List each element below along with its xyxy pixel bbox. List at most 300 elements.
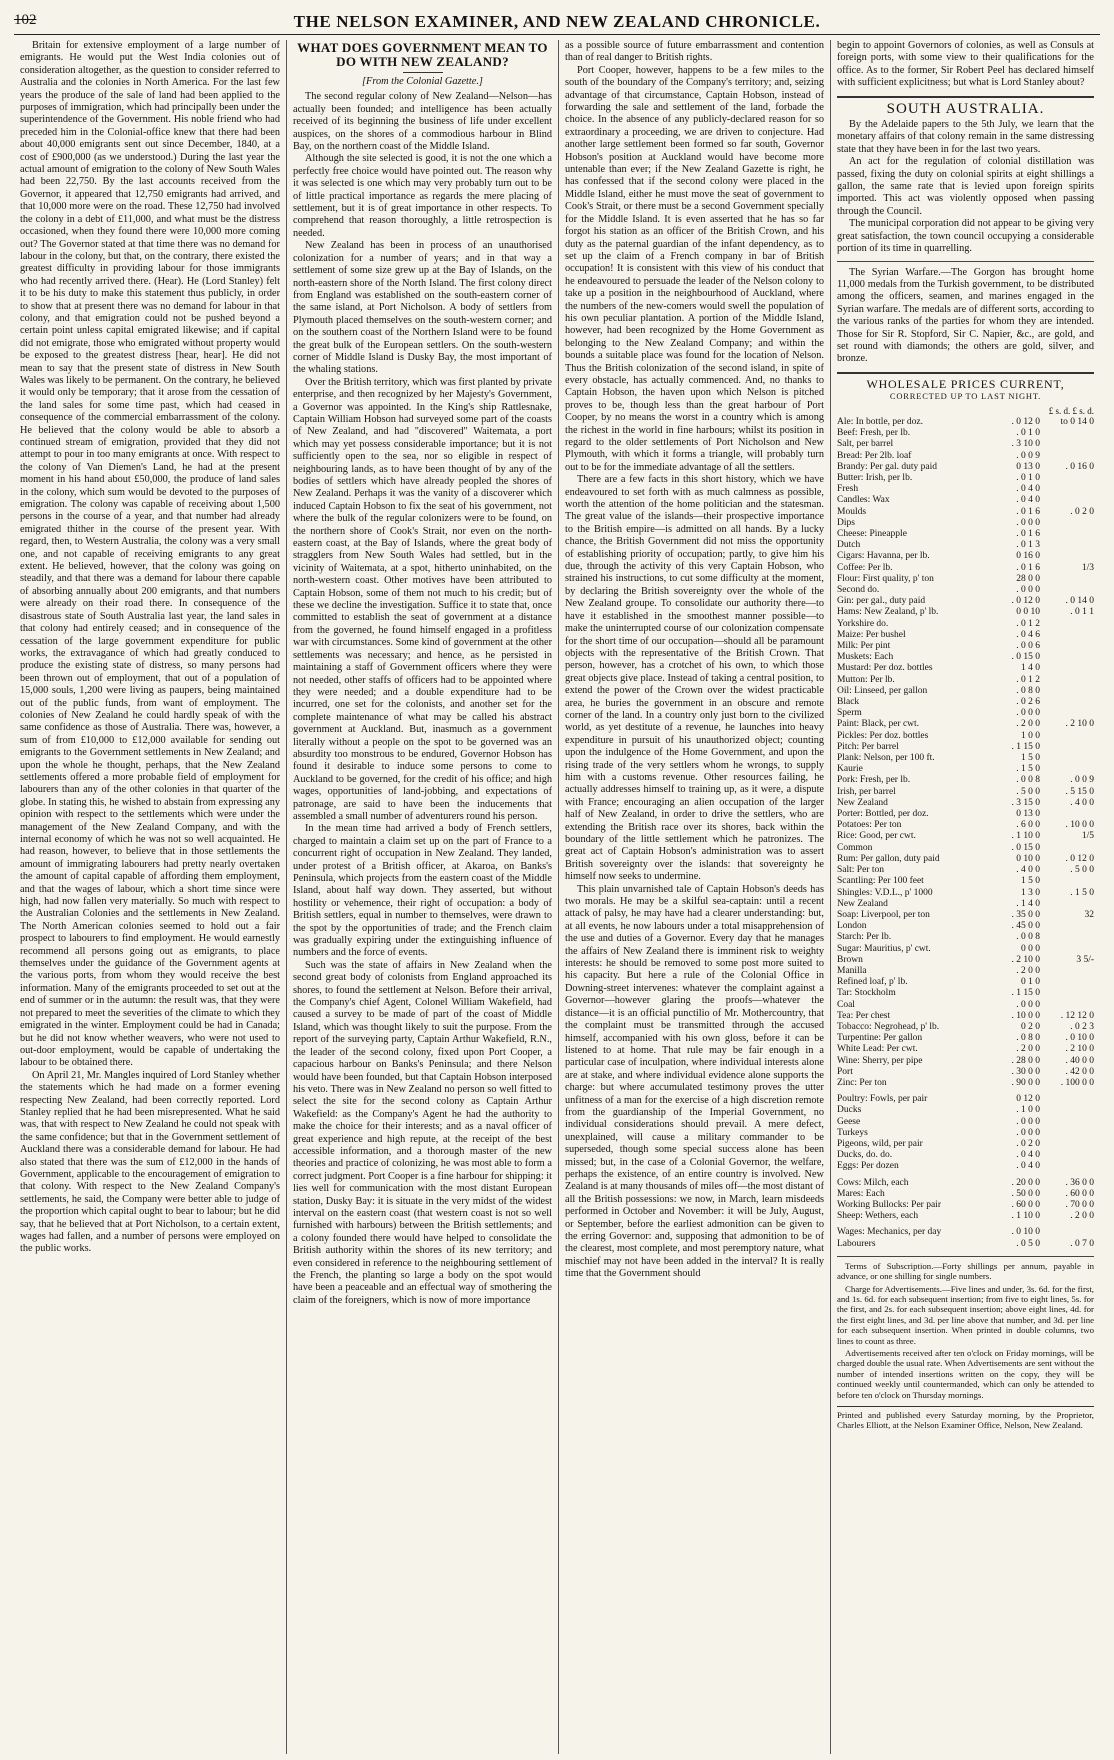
price-row (837, 1105, 1094, 1116)
price-low: . 0 10 0 (1011, 1227, 1041, 1238)
page-header (14, 10, 1100, 35)
price-row (837, 495, 1094, 506)
price-item: Gin: per gal., duty paid (837, 596, 926, 607)
price-item: Shingles: V.D.L., p' 1000 (837, 887, 933, 898)
price-low: . 0 1 2 (1016, 674, 1041, 685)
price-high (1040, 1227, 1094, 1238)
price-item: Milk: Per pint (837, 641, 891, 652)
price-low: . 28 0 0 (1011, 1055, 1041, 1066)
price-row (837, 843, 1094, 854)
price-high: . 36 0 0 (1065, 1177, 1094, 1188)
price-low: . 2 0 0 (1016, 1044, 1041, 1055)
prices-subtitle: CORRECTED UP TO LAST NIGHT. (889, 391, 1042, 402)
price-high: 3 5/- (1076, 954, 1094, 965)
price-row (837, 899, 1094, 910)
price-low: 0 13 0 (1016, 809, 1041, 820)
price-high: . 12 12 0 (1060, 1010, 1094, 1021)
price-high (1040, 473, 1094, 484)
price-low: . 10 0 0 (1011, 1010, 1041, 1021)
price-high (1040, 428, 1094, 439)
price-high (1040, 764, 1094, 775)
price-item: Muskets: Each (837, 652, 894, 663)
price-row (837, 977, 1094, 988)
price-row (837, 966, 1094, 977)
price-item: Sugar: Mauritius, p' cwt. (837, 943, 931, 954)
price-high (1040, 574, 1094, 585)
price-row (837, 865, 1094, 876)
notice-paragraph: Terms of Subscription.—Forty shillings per annum, payable in advance, or one shilling for single numbers. (837, 1260, 1094, 1282)
price-item: Dips (837, 517, 855, 528)
price-item: Poultry: Fowls, per pair (837, 1094, 928, 1105)
price-high (1040, 742, 1094, 753)
price-high: 1/3 (1081, 562, 1094, 573)
price-item: Pigeons, wild, per pair (837, 1138, 923, 1149)
price-item: Beef: Fresh, per lb. (837, 428, 911, 439)
price-row (837, 484, 1094, 495)
notice-paragraph: Charge for Advertisements.—Five lines and under, 3s. 6d. for the first, and 1s. 6d. for each subsequent insertion; from five to eight lines, 5s. for the first, and 2s. for each subsequent insertion; above eight lines, 4d. for the first eight lines, and 3d. per line above that number, and 3d. per line for each subsequent insertion. When printed in double columns, two lines to count as three. (837, 1283, 1094, 1346)
price-row (837, 731, 1094, 742)
price-row (837, 1078, 1094, 1089)
price-row (837, 518, 1094, 529)
price-row (837, 462, 1094, 473)
price-low: . 2 0 0 (1016, 965, 1041, 976)
price-row (837, 663, 1094, 674)
price-item: Mares: Each (837, 1188, 885, 1199)
price-high (1040, 899, 1094, 910)
price-row (837, 787, 1094, 798)
price-row (837, 932, 1094, 943)
price-item: White Lead: Per cwt. (837, 1044, 918, 1055)
price-high (1040, 697, 1094, 708)
price-item: Zinc: Per ton (837, 1077, 887, 1088)
price-high: . 0 2 3 (1070, 1021, 1094, 1032)
price-item: Dutch (837, 540, 861, 551)
price-low: . 20 0 0 (1011, 1177, 1041, 1188)
price-item: Butter: Irish, per lb. (837, 472, 913, 483)
price-high (1040, 686, 1094, 697)
price-row (837, 888, 1094, 899)
price-low: . 0 4 0 (1016, 484, 1041, 495)
price-high: to 0 14 0 (1060, 416, 1094, 427)
price-item: Tea: Per chest (837, 1010, 891, 1021)
price-row (837, 831, 1094, 842)
price-item: Cheese: Pineapple (837, 529, 907, 539)
price-row (837, 809, 1094, 820)
price-item: Kaurie (837, 764, 863, 775)
price-low: . 2 0 0 (1016, 719, 1041, 730)
price-high (1040, 1128, 1094, 1139)
price-low: . 0 0 0 (1016, 1127, 1041, 1138)
price-high (1040, 977, 1094, 988)
price-high: . 40 0 0 (1065, 1055, 1094, 1066)
price-low: . 0 12 0 (1011, 416, 1041, 427)
price-low: . 0 12 0 (1011, 596, 1041, 607)
price-row (837, 921, 1094, 932)
price-row (837, 1200, 1094, 1211)
price-row (837, 1044, 1094, 1055)
price-low: . 0 1 6 (1016, 506, 1041, 517)
price-item: Coffee: Per lb. (837, 562, 893, 573)
price-low: 0 16 0 (1016, 551, 1041, 562)
price-item: Ale: In bottle, per doz. (837, 416, 924, 427)
price-low: . 0 2 0 (1016, 1138, 1041, 1149)
price-high (1040, 641, 1094, 652)
price-high: . 10 0 0 (1065, 820, 1094, 831)
price-low: . 0 15 0 (1011, 652, 1041, 663)
price-low: . 6 0 0 (1016, 820, 1041, 831)
price-low: . 0 15 0 (1011, 842, 1041, 853)
price-low: . 3 10 0 (1011, 439, 1041, 450)
price-item: London (837, 921, 867, 932)
price-high: . 0 16 0 (1065, 461, 1094, 472)
article-source: [From the Colonial Gazette.] (362, 76, 483, 87)
price-row (837, 652, 1094, 663)
price-item: Porter: Bottled, per doz. (837, 809, 929, 820)
news-item: The Syrian Warfare.—The Gorgon has brought home 11,000 medals from the Turkish government, to be distributed among the officers, seamen, and marines engaged in the Syrian warfare. The medals are of different sorts, according to the various ranks of the parties for whom they are intended. Those for Sir R. Stopford, Sir C. Napier, &c., are gold, and set round with diamonds; the others are gold, silver, and bronze. (837, 266, 1094, 365)
article-headline: WHAT DOES GOVERNMENT MEAN TO DO WITH NEW ZEALAND? (297, 40, 548, 69)
price-item: Eggs: Per dozen (837, 1161, 899, 1172)
price-item: Yorkshire do. (837, 618, 889, 629)
price-item: Maize: Per bushel (837, 629, 906, 640)
price-high: . 2 0 0 (1070, 1211, 1094, 1222)
price-low: 0 1 0 (1021, 977, 1041, 988)
article-paragraph: An act for the regulation of colonial distillation was passed, fixing the duty on colonial spirits at eight shillings a gallon, the same rate that is levied upon foreign spirits imported. This act was violently opposed when passing through the Council. (837, 156, 1094, 217)
price-high (1040, 529, 1094, 540)
price-row (837, 742, 1094, 753)
price-low: . 3 15 0 (1011, 797, 1041, 808)
price-high (1040, 921, 1094, 932)
price-high (1040, 1000, 1094, 1011)
price-high (1040, 1139, 1094, 1150)
price-high: . 100 0 0 (1060, 1077, 1094, 1088)
price-low: . 0 0 8 (1016, 932, 1041, 943)
price-high (1040, 551, 1094, 562)
price-low: 1 5 0 (1021, 876, 1041, 887)
section-heading: SOUTH AUSTRALIA. (837, 96, 1094, 115)
price-low: . 0 0 0 (1016, 517, 1041, 528)
price-low: . 45 0 0 (1011, 921, 1041, 932)
price-low: . 0 1 3 (1016, 540, 1041, 551)
price-high (1040, 451, 1094, 462)
price-row (837, 1067, 1094, 1078)
price-row (837, 1189, 1094, 1200)
price-row (837, 428, 1094, 439)
price-high: . 1 5 0 (1070, 887, 1094, 898)
price-row (837, 1022, 1094, 1033)
short-rule (403, 72, 443, 73)
price-low: . 0 4 0 (1016, 1150, 1041, 1161)
article-paragraph: On April 21, Mr. Mangles inquired of Lord Stanley whether the statements which he had made on a former evening respecting New Zealand, had been correctly reported. Lord Stanley replied that he had been misrepresented. What he said was, that with respect to New Zealand he could not speak with the same confidence; but that in the Government settlement of Auckland there was a considerable demand for labour. He had also stated that there was the sum of £12,000 in the hands of Government, applicable to the encouragement of emigration to that colony. With respect to the New Zealand Company's settlements, he said, the Company were better able to judge of the proportion which capital ought to bear to labour; but he did say, that he believed that at Port Nicholson, to a certain extent, wages had fallen, and a number of persons were employed on the public works. (20, 1069, 280, 1255)
price-row (837, 988, 1094, 999)
price-row (837, 955, 1094, 966)
price-low: . 0 1 0 (1016, 472, 1041, 483)
newspaper-title: THE NELSON EXAMINER, AND NEW ZEALAND CHRONICLE. (293, 12, 821, 31)
price-high (1040, 518, 1094, 529)
price-high: 1/5 (1081, 831, 1094, 842)
price-row (837, 529, 1094, 540)
price-low: . 0 1 2 (1016, 618, 1041, 629)
price-high (1040, 585, 1094, 596)
price-row (837, 1227, 1094, 1238)
price-low: 0 10 0 (1016, 853, 1041, 864)
price-item: Pitch: Per barrel (837, 741, 899, 752)
price-item: Working Bullocks: Per pair (837, 1199, 941, 1210)
price-low: . 0 8 0 (1016, 1033, 1041, 1044)
price-low: 0 13 0 (1016, 461, 1041, 472)
price-item: Tobacco: Negrohead, p' lb. (837, 1021, 940, 1032)
price-low: 1 4 0 (1021, 663, 1041, 674)
price-low: . 0 5 0 (1016, 1238, 1041, 1249)
price-item: Sperm (837, 708, 862, 719)
price-high (1040, 663, 1094, 674)
price-item: Mutton: Per lb. (837, 674, 895, 685)
price-low: 0 12 0 (1016, 1094, 1041, 1105)
price-row (837, 708, 1094, 719)
price-row (837, 686, 1094, 697)
price-row (837, 1117, 1094, 1128)
price-low: . 90 0 0 (1011, 1077, 1041, 1088)
price-row (837, 1094, 1094, 1105)
price-low: . 0 0 6 (1016, 641, 1041, 652)
price-row (837, 1056, 1094, 1067)
price-low: . 4 0 0 (1016, 865, 1041, 876)
price-high (1040, 630, 1094, 641)
price-item: Brown (837, 954, 863, 965)
price-row (837, 585, 1094, 596)
price-low: . 1 4 0 (1016, 898, 1041, 909)
price-item: Manilla (837, 965, 867, 976)
price-item: Sheep: Wethers, each (837, 1211, 919, 1222)
article-paragraph: In the mean time had arrived a body of French settlers, charged to maintain a claim set up on the part of France to a concurrent right of occupation in New Zealand. They landed, under protest of a British officer, at Akaroa, on Banks's Peninsula, which projects from the eastern coast of the Middle Island, about half way down. They asserted, but without hostility or vehemence, their right of occupation: a body of British settlers, equal in number to themselves, were drawn to the spot by the opportunities of trade; and the French claim was gradually expiring under the extinguishing influence of numbers and the force of events. (293, 823, 552, 959)
price-row (837, 1161, 1094, 1172)
price-high (1040, 1094, 1094, 1105)
price-row (837, 854, 1094, 865)
price-row (837, 775, 1094, 786)
column-4 (830, 40, 1100, 1754)
price-low: . 0 1 6 (1016, 529, 1041, 539)
price-high: . 0 0 9 (1070, 775, 1094, 786)
price-high (1040, 876, 1094, 887)
price-high (1040, 439, 1094, 450)
price-low: . 0 2 6 (1016, 697, 1041, 708)
column-1 (14, 40, 286, 1754)
price-item: Ducks (837, 1105, 862, 1116)
price-high: . 0 7 0 (1070, 1238, 1094, 1249)
price-high: . 0 2 0 (1070, 506, 1094, 517)
price-item: Cigars: Havanna, per lb. (837, 551, 930, 562)
price-high (1040, 988, 1094, 999)
price-item: New Zealand (837, 898, 888, 909)
price-low: . 0 4 0 (1016, 1161, 1041, 1172)
price-item: Flour: First quality, p' ton (837, 573, 934, 584)
price-item: Labourers (837, 1238, 876, 1249)
price-item: Wine: Sherry, per pipe (837, 1055, 923, 1066)
price-row (837, 417, 1094, 428)
prices-body (837, 417, 1094, 1250)
article-paragraph: Port Cooper, however, happens to be a few miles to the south of the boundary of the Company's territory; and, seizing advantage of that circumstance, Captain Hobson, instead of forwarding the sale and settlement of the land, forbade the choice. In the absence of any publicly-declared reason for so extraordinary a proceeding, we are driven to conjecture. Had another large settlement been formed so far south, Governor Hobson's position at Auckland would have become more untenable than ever; if the New Zealand Gazette is right, he has confessed that if the second colony were placed in the Middle Island, either he must move the seat of government to Cook's Strait, or there must be a second Government specially for the Middle Island. It is even asserted that he has so far forgot his station as an officer of the British Crown, and his duty as the paternal guardian of the infant dependency, as to set up the claim of a French company in bar of British occupation! It is consistent with this view of his conduct that he endeavoured to persuade the leader of the Nelson colony to take up a position in the neighbourhood of Auckland, where the numbers of the new-comers would swell the population of his own peculiar plantation. A portion of the Middle Island, however, had been recognized by the Home Government as belonging to the New Zealand Company; and within the bounds a suitable place was found for the location of Nelson. Thus the British colonization of the second island, in spite of every obstacle, has actually commenced. And, no thanks to Captain Hobson, the haven upon which Nelson is pitched proves to be, though less than the great harbour of Port Cooper, by no means the worst in a country which is among the richest in the world in fine harbours; whilst its position in regard to the older settlements of Port Nicholson and New Plymouth, with which it forms a triangle, will probably turn out to be for the immediate advantage of all the settlers. (565, 64, 824, 473)
price-low: . 0 0 0 (1016, 708, 1041, 719)
imprint: Printed and published every Saturday morning, by the Proprietor, Charles Elliott, at the Nelson Examiner Office, Nelson, New Zealand. (837, 1406, 1094, 1431)
price-row (837, 596, 1094, 607)
price-row (837, 507, 1094, 518)
price-high: 32 (1084, 909, 1094, 920)
price-high: . 0 1 1 (1070, 607, 1094, 618)
price-low: . 0 0 0 (1016, 999, 1041, 1010)
price-high: . 2 10 0 (1065, 1044, 1094, 1055)
price-item: New Zealand (837, 797, 888, 808)
price-high: . 0 14 0 (1065, 596, 1094, 607)
price-high (1040, 843, 1094, 854)
article-paragraph: The municipal corporation did not appear to be giving very great satisfaction, the town council occupying a considerable portion of its time in quarrelling. (837, 218, 1094, 255)
price-item: Common (837, 842, 873, 853)
price-high (1040, 708, 1094, 719)
price-item: Hams: New Zealand, p' lb. (837, 607, 939, 618)
price-low: . 0 0 0 (1016, 585, 1041, 596)
prices-table (837, 417, 1094, 1250)
price-item: Port (837, 1066, 853, 1077)
price-item: Turkeys (837, 1127, 868, 1138)
price-low: . 1 15 0 (1011, 741, 1041, 752)
price-row (837, 607, 1094, 618)
price-low: . 2 10 0 (1011, 954, 1041, 965)
price-item: Turpentine: Per gallon (837, 1033, 923, 1044)
price-row (837, 540, 1094, 551)
price-item: Mustard: Per doz. bottles (837, 663, 933, 674)
price-low: . 60 0 0 (1011, 1199, 1041, 1210)
price-item: Bread: Per 2lb. loaf (837, 450, 912, 461)
columns (14, 40, 1100, 1754)
price-item: Candles: Wax (837, 495, 890, 506)
article-paragraph: as a possible source of future embarrassment and contention than of real danger to British rights. (565, 40, 824, 64)
price-row (837, 764, 1094, 775)
price-high: . 5 15 0 (1065, 786, 1094, 797)
price-item: Cows: Milch, each (837, 1177, 909, 1188)
currency-units: £ s. d. £ s. d. (1048, 405, 1094, 416)
price-item: Scantling: Per 100 feet (837, 876, 924, 887)
price-low: . 1 0 0 (1016, 1105, 1041, 1116)
price-high (1040, 944, 1094, 955)
price-item: Brandy: Per gal. duty paid (837, 461, 937, 472)
price-high: . 42 0 0 (1065, 1066, 1094, 1077)
price-high (1040, 1117, 1094, 1128)
price-high: . 5 0 0 (1070, 865, 1094, 876)
price-item: Paint: Black, per cwt. (837, 719, 920, 730)
price-item: Potatoes: Per ton (837, 820, 902, 831)
price-high (1040, 540, 1094, 551)
price-low: 0 0 0 (1021, 943, 1041, 954)
price-row (837, 1128, 1094, 1139)
price-row (837, 1178, 1094, 1189)
article-paragraph: Britain for extensive employment of a large number of emigrants. He would put the West India colonies out of consideration altogether, as the question to consider referred to Australia and the colonies in North America. For the last few years the produce of the sale of land had been applied to the purposes of immigration, which had principally been under the superintendence of the Government. His noble friend who had preceded him in the Colonial-office knew that there had been about 40,000 emigrants sent out since December, 1840, at a cost of £900,000 (as we understood.) During the last year the actual amount of emigration to the colony of New South Wales had been 22,750. By the last accounts received from the Governor, it appeared that 12,750 emigrants had arrived, and that 10,000 more were on the road. These 12,750 had involved the colony in a debt of £11,000, and what must be the distress occasioned, when they found there were 10,000 more coming out? The Governor stated at that time there was no demand for labour in the colony, but that, on the contrary, there existed the greatest difficulty in providing labour for those immigrants who had recently arrived there. (Hear). He (Lord Stanley) felt it to be his duty to make this statement thus publicly, in order to show that at present there was no demand for labour in that colony, and that emigration could not be pushed beyond a certain point unless capital emigrated likewise; and if capital did not emigrate, those who emigrated without property would be exposed to the greatest distress [hear, hear]. He did not mean to say that the present state of distress in New South Wales was likely to be permanent. On the contrary, he believed it would only be temporary; that it arose from the cessation of the land sales for some time past, which had ceased in consequence of the commercial embarrassment of the colony. He believed that the colony would be able to absorb a continued stream of emigration, provided that they did not attempt to pour in too many emigrants at once. With respect to the colony of Van Diemen's Land, he had at the present moment in his hand about £50,000, the produce of land sales in the colony, which sum would be devoted to the purposes of emigration. The colony was capable of receiving about 1,500 persons in the course of a year, and that number had already emigrated thither in the course of the present year. With regard, then, to Western Australia, the colony was a very small one, and not capable of receiving emigrants to any great extent. He believed, however, that the colony was going on steadily, and that there was a demand for labour there capable of absorbing annually about 200 emigrants, and that numbers were already on their road there. In consequence of the disastrous state of South Australia last year, the land sales in that colony had entirely ceased; and in consequence of the cessation of the large government expenditure for public works, the extravagance of which had greatly conduced to produce the existing state of distress, so many persons had been thrown out of employment, that out of a population of 15,000 souls, 1,200 were living as paupers, being maintained out of the public funds, from want of employment. The colonies of New Zealand he could hardly speak of with the same confidence as those of Australia. There was, however, a sum of from £10,000 to £12,000 available for sending out emigrants to the Government settlements in New Zealand; and upon the whole he thought, perhaps, that the New Zealand settlements offered a more probable field of employment for labourers than any of the other colonies in that quarter of the globe. In stating this, he wished to abstain from expressing any opinion with respect to the settlements which were under the management of the New Zealand Company, and with the internal economy of which he was not so well acquainted. He had reason, however, to believe that in those settlements the amount of immigrating labourers had pretty nearly overtaken the amount of capital capable of affording them employment, and that the wages of labour, which a short time since were high, had now fallen very materially. So much with respect to the Australian Colonies and the settlements in New Zealand. The North American colonies seemed to hold out a fair prospect to labourers to find employment. He would earnestly recommend all persons going out as emigrants, to place themselves under the guidance of the Government agents at the various ports, from whom they would receive the best information. Many of the emigrants proceeded to set out at the end of summer or in the autumn: the result was, that they were not prepared to meet the severities of the climate to which they emigrated in the winter. Employment could be had in Canada; but he did not know whether weavers, who were not used to out-door employment, would be capable of undertaking the labour to be obtained there. (20, 40, 280, 1069)
price-row (837, 820, 1094, 831)
price-item: Pickles: Per doz. bottles (837, 730, 929, 741)
prices-title: WHOLESALE PRICES CURRENT, (837, 372, 1094, 390)
price-item: Soap: Liverpool, per ton (837, 909, 930, 920)
price-high (1040, 495, 1094, 506)
price-high (1040, 753, 1094, 764)
price-row (837, 630, 1094, 641)
price-low: . 1 10 0 (1011, 1211, 1041, 1222)
column-3 (558, 40, 830, 1754)
price-row (837, 563, 1094, 574)
price-item: Salt, per barrel (837, 439, 894, 450)
price-row (837, 1150, 1094, 1161)
article-paragraph: Such was the state of affairs in New Zealand when the second great body of colonists from England approached its shores, to found the settlement at Nelson. Before their arrival, the Company's chief Agent, Colonel William Wakefield, had caused a survey to be made of part of the coast of Middle Island, which was thought likely to suit the purpose. From the report of the surveying party, Captain Arthur Wakefield, R.N., the leader of the second colony, fixed upon Port Cooper, a capacious harbour on Banks's Peninsula; and there Nelson would have been founded, but that Captain Hobson interposed his veto. There was in New Zealand no person so well fitted to select the site for the second colony as Captain Arthur Wakefield: as the Company's Agent he had the authority to make the choice for their interests; and as a naval officer of great experience and high repute, at the receipt of the best accessible information, and a thorough master of the new theories and practice of colonizing, he was most able to form a correct judgment. Port Cooper is a fine harbour for shipping: it lies well for communication with the most distant European station, Dusky Bay: it is situate in the very midst of the widest interval on the eastern coast (that western coast is not so well furnished with harbours) between the British settlements; and a colony founded there would have helped to consolidate the British authority within the shores of its new territory; and even considered in reference to the neighbouring settlement of the French, the planting so large a body on the spot would have been a peaceable and an effectual way of smothering the claim of the foreigners, which is now of more importance (293, 959, 552, 1306)
price-high (1040, 966, 1094, 977)
price-low: 0 2 0 (1021, 1021, 1041, 1032)
price-item: Refined loaf, p' lb. (837, 977, 908, 988)
price-high: . 0 12 0 (1065, 853, 1094, 864)
price-row (837, 876, 1094, 887)
price-item: Fresh (837, 484, 859, 495)
price-high: . 2 10 0 (1065, 719, 1094, 730)
price-low: . 0 1 0 (1016, 428, 1041, 439)
price-high (1040, 675, 1094, 686)
price-low: . 0 4 0 (1016, 495, 1041, 506)
article-paragraph: By the Adelaide papers to the 5th July, we learn that the monetary affairs of that colony remain in the same distressing state that they have been in for the last two years. (837, 119, 1094, 155)
price-row (837, 719, 1094, 730)
price-high (1040, 1161, 1094, 1172)
price-high (1040, 932, 1094, 943)
price-row (837, 551, 1094, 562)
price-row (837, 1000, 1094, 1011)
price-low: . 30 0 0 (1011, 1066, 1041, 1077)
price-low: . 0 1 6 (1016, 562, 1041, 573)
price-high: . 0 10 0 (1065, 1033, 1094, 1044)
article-paragraph: begin to appoint Governors of colonies, as well as Consuls at foreign ports, with some view to their qualifications for the office. As to the former, Sir Robert Peel has declared himself with sufficient explicitness; but what is Lord Stanley about? (837, 40, 1094, 89)
price-low: 1 3 0 (1021, 887, 1041, 898)
price-item: Coal (837, 999, 855, 1010)
price-row (837, 910, 1094, 921)
price-row (837, 798, 1094, 809)
price-row (837, 675, 1094, 686)
price-low: 28 0 0 (1016, 573, 1041, 584)
price-low: . 35 0 0 (1011, 909, 1041, 920)
price-item: Black (837, 697, 860, 708)
price-item: Rum: Per gallon, duty paid (837, 853, 940, 864)
price-row (837, 473, 1094, 484)
price-low: . 0 0 9 (1016, 450, 1041, 461)
price-low: . 0 4 6 (1016, 629, 1041, 640)
price-item: Plank: Nelson, per 100 ft. (837, 753, 935, 764)
price-item: Second do. (837, 585, 880, 596)
price-high (1040, 484, 1094, 495)
price-row (837, 451, 1094, 462)
price-high: . 60 0 0 (1065, 1188, 1094, 1199)
price-item: Geese (837, 1116, 861, 1127)
price-low: . 0 8 0 (1016, 685, 1041, 696)
price-low: . 0 0 8 (1016, 775, 1041, 786)
price-high (1040, 1105, 1094, 1116)
price-high: . 4 0 0 (1070, 797, 1094, 808)
price-low: 1 0 0 (1021, 730, 1041, 741)
price-item: Tar: Stockholm (837, 988, 896, 999)
article-paragraph: Although the site selected is good, it is not the one which a perfectly free choice would have pointed out. The reason why it was selected is one which may very probably turn out to be of little practical importance as regards the mere placing of settlement, but it is of great importance in other respects. To comprehend that reason thoroughly, a little retrospection is needed. (293, 153, 552, 239)
price-high: . 70 0 0 (1065, 1199, 1094, 1210)
price-high (1040, 731, 1094, 742)
page-number: 102 (14, 12, 37, 28)
price-high (1040, 1150, 1094, 1161)
subscription-notices (837, 1256, 1094, 1400)
price-item: Pork: Fresh, per lb. (837, 775, 911, 786)
price-item: Oil: Linseed, per gallon (837, 685, 928, 696)
price-item: Wages: Mechanics, per day (837, 1227, 942, 1238)
article-paragraph: There are a few facts in this short history, which we have endeavoured to set forth with as much calmness as possible, worth the attention of the home politician and the statesman. The great value of the islands—their prospective importance to the British empire—is admitted on all hands. By a lucky chance, the British Government did not miss the opportunity of establishing priority of occupation; partly, to give him his due, through the activity of this very Captain Hobson, who strained his instructions, to cut some difficulty at the moment, by declaring the British sovereignty over the whole of the New Zealand groupe. To consolidate our authority there—to have it established in the smoothest manner possible—to make the uninterrupted course of our colonization compensate for the short time of our occupation—should all be paramount objects with the representative of the British Crown. That person, however, has a crotchet of his own, to which those great objects give place. Instead of taking a central position, to extend the power of the Crown over the widest practicable area, he buries the government in an obscure and remote corner of the land. In a country only just born to the civilized world, as yet destitute of a revenue, he launches into heavy expenditure in pursuit of his unauthorized object; counting upon the indulgence of the Home Government, and upon the rising trade of the very settlers whom he wrongs, to supply him with a customs revenue. Other resources failing, he actually addresses himself to training up, as it were, a dispute with France; encouraging an alien occupation of the larger half of New Zealand, in order to drive the settlers, who are extending the British race over its shores, back within the boundary of the little settlement which he patronizes. The great act of Captain Hobson's administration was to assert British sovereignty over the islands: that sovereignty he himself now seeks to undermine. (565, 474, 824, 883)
price-high (1040, 619, 1094, 630)
price-row (837, 641, 1094, 652)
price-row (837, 1011, 1094, 1022)
article-paragraph: New Zealand has been in process of an unauthorised colonization for a number of years; and in that way a settlement of some size grew up at the Bay of Islands, on the north-eastern shore of the North Island. The first colony direct from England was established on the south-eastern corner of the same island, at Port Nicholson. A body of settlers from Plymouth placed themselves on the south-western corner; and on the southern coast of the Northern Island were to be found the great bulk of the European settlers. On the south-western corner of Middle Island is Dusky Bay, the most important of the whaling stations. (293, 240, 552, 376)
